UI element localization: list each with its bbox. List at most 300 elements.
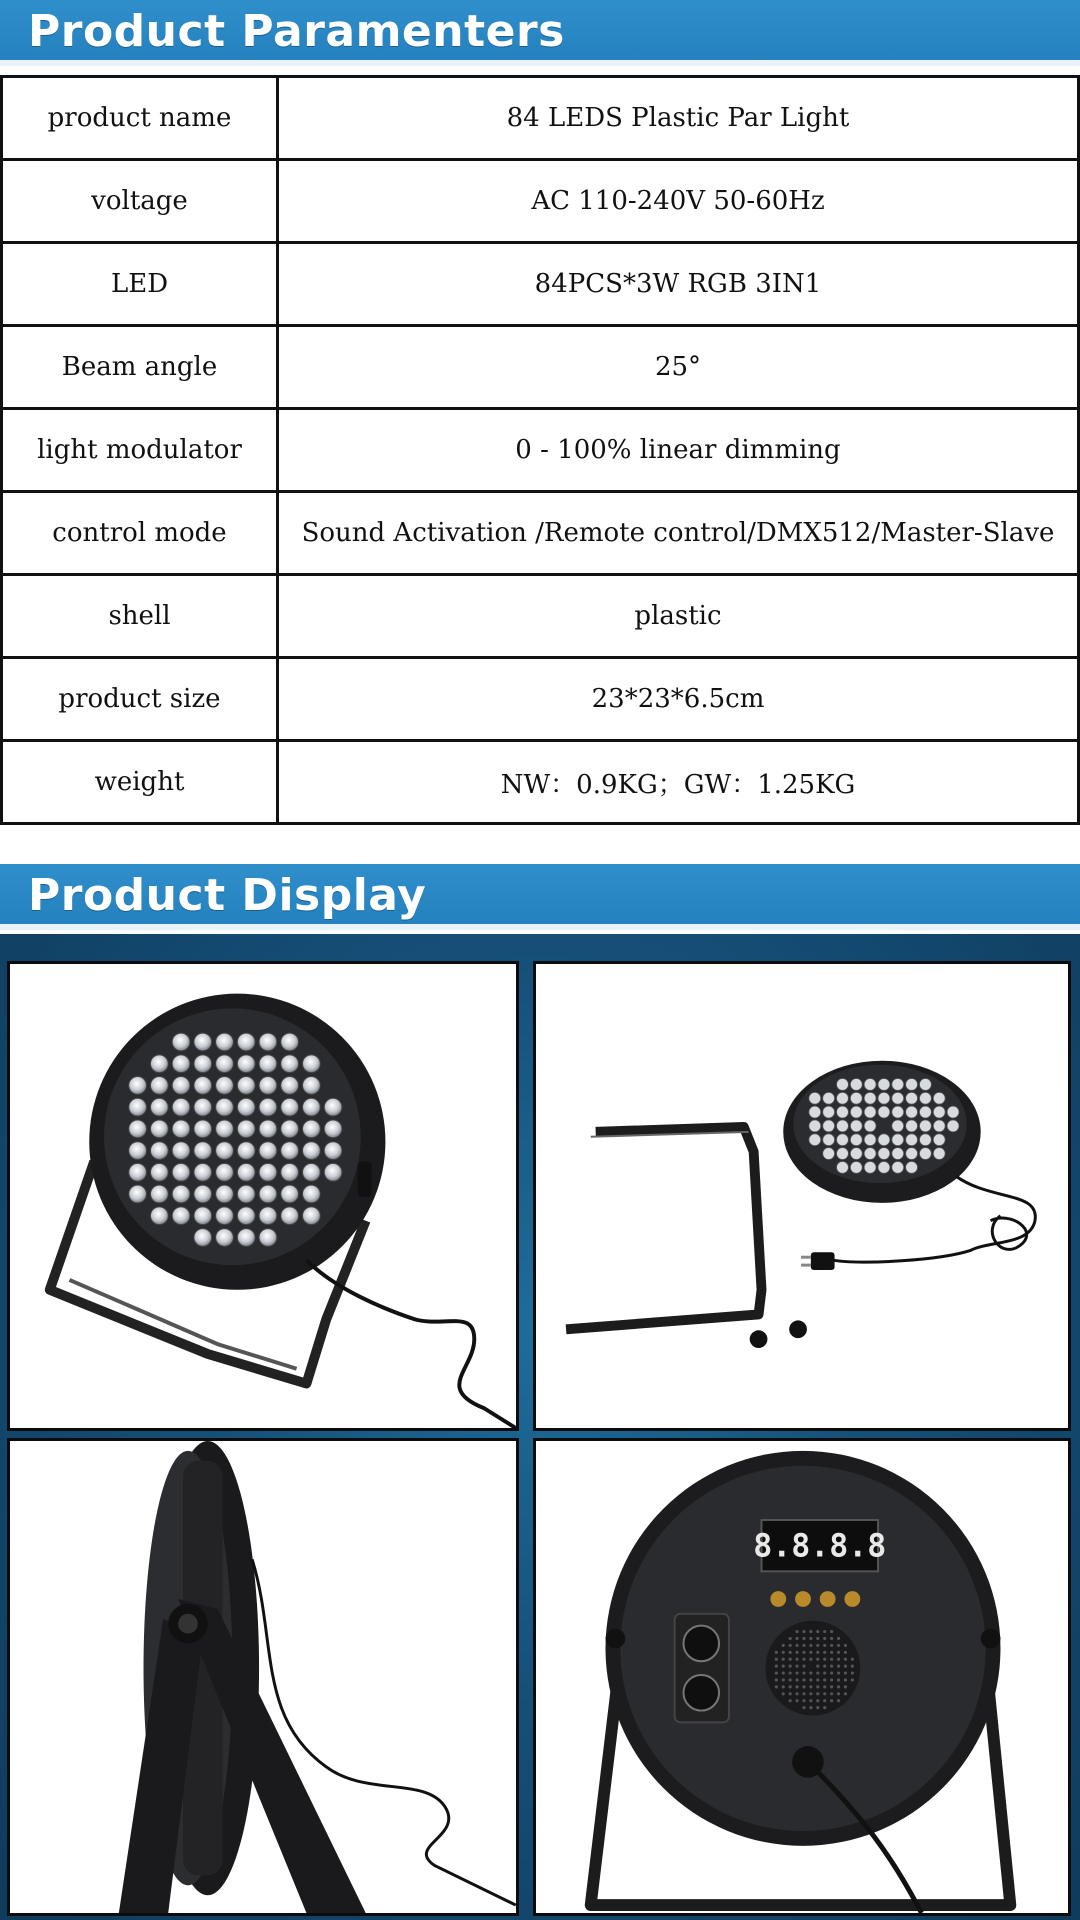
- led-dot: [302, 1098, 320, 1116]
- led-dot: [906, 1079, 918, 1091]
- photo-back-panel: [533, 1438, 1071, 1916]
- led-dot: [816, 1658, 819, 1661]
- param-value: NW：0.9KG；GW：1.25KG: [278, 741, 1079, 824]
- led-dot: [816, 1678, 819, 1681]
- led-dot: [782, 1658, 785, 1661]
- led-dot: [844, 1671, 847, 1674]
- led-dot: [933, 1148, 945, 1160]
- led-dot: [302, 1207, 320, 1225]
- led-dot: [216, 1120, 234, 1138]
- led-dot: [782, 1678, 785, 1681]
- led-dot: [850, 1148, 862, 1160]
- led-dot: [837, 1120, 849, 1132]
- led-dot: [795, 1658, 798, 1661]
- led-dot: [830, 1651, 833, 1654]
- led-dot: [237, 1185, 255, 1203]
- led-dot: [864, 1106, 876, 1118]
- led-dot: [259, 1163, 277, 1181]
- led-dot: [816, 1637, 819, 1640]
- led-dot: [823, 1106, 835, 1118]
- led-dot: [216, 1229, 234, 1247]
- led-dot: [892, 1092, 904, 1104]
- led-dot: [823, 1678, 826, 1681]
- led-dot: [789, 1678, 792, 1681]
- led-dot: [802, 1637, 805, 1640]
- led-dot: [919, 1120, 931, 1132]
- led-dot: [259, 1033, 277, 1051]
- table-row: [2, 658, 1079, 741]
- led-dot: [837, 1161, 849, 1173]
- led-dot: [259, 1077, 277, 1095]
- led-dot: [809, 1671, 812, 1674]
- led-dot: [864, 1079, 876, 1091]
- led-dot: [281, 1120, 299, 1138]
- led-dot: [850, 1161, 862, 1173]
- led-dot: [809, 1699, 812, 1702]
- led-dot: [281, 1077, 299, 1095]
- led-dot: [830, 1665, 833, 1668]
- led-dot: [194, 1098, 212, 1116]
- led-dot: [324, 1142, 342, 1160]
- led-dot: [947, 1106, 959, 1118]
- led-dot: [172, 1185, 190, 1203]
- led-dot: [216, 1033, 234, 1051]
- led-dot: [775, 1671, 778, 1674]
- param-key: product name: [2, 77, 278, 160]
- led-dot: [775, 1651, 778, 1654]
- param-value: 84 LEDS Plastic Par Light: [278, 77, 1079, 160]
- led-dot: [844, 1678, 847, 1681]
- led-dot: [837, 1637, 840, 1640]
- led-dot: [816, 1665, 819, 1668]
- led-dot: [830, 1658, 833, 1661]
- led-dot: [878, 1079, 890, 1091]
- led-dot: [302, 1185, 320, 1203]
- led-dot: [216, 1207, 234, 1225]
- led-dot: [194, 1055, 212, 1073]
- led-dot: [172, 1142, 190, 1160]
- led-dot: [823, 1685, 826, 1688]
- led-dot: [150, 1185, 168, 1203]
- led-dot: [837, 1665, 840, 1668]
- led-dot: [830, 1699, 833, 1702]
- led-dot: [919, 1148, 931, 1160]
- led-dot: [259, 1142, 277, 1160]
- led-dot: [933, 1120, 945, 1132]
- led-dot: [237, 1055, 255, 1073]
- led-dot: [216, 1077, 234, 1095]
- led-dot: [795, 1630, 798, 1633]
- led-dot: [789, 1637, 792, 1640]
- led-dot: [816, 1706, 819, 1709]
- led-dot: [194, 1077, 212, 1095]
- led-dot: [816, 1685, 819, 1688]
- led-dot: [823, 1671, 826, 1674]
- led-dot: [906, 1134, 918, 1146]
- led-dot: [775, 1685, 778, 1688]
- led-dot: [850, 1092, 862, 1104]
- led-dot: [789, 1692, 792, 1695]
- led-dot: [802, 1630, 805, 1633]
- led-dot: [809, 1658, 812, 1661]
- led-dot: [302, 1120, 320, 1138]
- led-dot: [851, 1665, 854, 1668]
- param-key: LED: [2, 243, 278, 326]
- led-dot: [281, 1142, 299, 1160]
- led-dot: [830, 1678, 833, 1681]
- table-row: [2, 77, 1079, 160]
- led-dot: [216, 1055, 234, 1073]
- led-dot: [809, 1106, 821, 1118]
- led-dot: [789, 1685, 792, 1688]
- led-dot: [850, 1106, 862, 1118]
- led-dot: [892, 1161, 904, 1173]
- led-dot: [864, 1134, 876, 1146]
- led-dot: [129, 1077, 147, 1095]
- led-dot: [324, 1098, 342, 1116]
- led-dot: [237, 1120, 255, 1138]
- led-dot: [259, 1120, 277, 1138]
- led-dot: [837, 1685, 840, 1688]
- led-dot: [850, 1134, 862, 1146]
- led-dot: [809, 1092, 821, 1104]
- table-row: [2, 243, 1079, 326]
- led-dot: [216, 1185, 234, 1203]
- led-dot: [795, 1651, 798, 1654]
- led-dot: [830, 1692, 833, 1695]
- led-dot: [302, 1142, 320, 1160]
- led-dot: [837, 1148, 849, 1160]
- led-dot: [775, 1658, 778, 1661]
- led-dot: [837, 1671, 840, 1674]
- led-dot: [837, 1079, 849, 1091]
- led-dot: [837, 1134, 849, 1146]
- led-dot: [259, 1229, 277, 1247]
- par-light-back-image: [536, 1441, 1068, 1913]
- led-dot: [789, 1658, 792, 1661]
- led-dot: [878, 1134, 890, 1146]
- led-dot: [906, 1148, 918, 1160]
- led-dot: [172, 1163, 190, 1181]
- led-dot: [830, 1637, 833, 1640]
- led-dot: [789, 1671, 792, 1674]
- led-dot: [809, 1678, 812, 1681]
- param-key: weight: [2, 741, 278, 824]
- led-display-text: 8.8.8.8: [753, 1528, 887, 1565]
- table-row: [2, 575, 1079, 658]
- led-dot: [802, 1658, 805, 1661]
- param-value: 84PCS*3W RGB 3IN1: [278, 243, 1079, 326]
- led-dot: [837, 1692, 840, 1695]
- led-dot: [324, 1163, 342, 1181]
- led-dot: [782, 1651, 785, 1654]
- led-dot: [129, 1098, 147, 1116]
- led-dot: [837, 1699, 840, 1702]
- led-dot: [933, 1134, 945, 1146]
- led-dot: [837, 1678, 840, 1681]
- led-dot: [823, 1630, 826, 1633]
- led-dot: [837, 1092, 849, 1104]
- led-dot: [281, 1098, 299, 1116]
- led-dot: [302, 1077, 320, 1095]
- parameters-table: [0, 75, 1080, 825]
- led-dot: [775, 1665, 778, 1668]
- led-dot: [237, 1207, 255, 1225]
- led-dot: [851, 1671, 854, 1674]
- led-dot: [194, 1185, 212, 1203]
- led-dot: [816, 1630, 819, 1633]
- led-dot: [823, 1665, 826, 1668]
- led-dot: [864, 1161, 876, 1173]
- led-dot: [150, 1163, 168, 1181]
- led-dot: [782, 1692, 785, 1695]
- led-dot: [281, 1055, 299, 1073]
- led-dot: [795, 1644, 798, 1647]
- led-dot: [809, 1706, 812, 1709]
- led-dot: [823, 1134, 835, 1146]
- led-dot: [837, 1651, 840, 1654]
- led-dot: [823, 1092, 835, 1104]
- led-dot: [844, 1651, 847, 1654]
- led-dot: [830, 1630, 833, 1633]
- led-dot: [823, 1637, 826, 1640]
- led-dot: [281, 1163, 299, 1181]
- led-dot: [809, 1120, 821, 1132]
- led-dot: [172, 1207, 190, 1225]
- led-dot: [823, 1692, 826, 1695]
- led-dot: [816, 1699, 819, 1702]
- led-dot: [823, 1699, 826, 1702]
- led-dot: [194, 1120, 212, 1138]
- led-dot: [919, 1134, 931, 1146]
- led-dot: [237, 1163, 255, 1181]
- led-dot: [816, 1692, 819, 1695]
- par-light-side-image: [10, 1441, 516, 1913]
- led-dot: [237, 1142, 255, 1160]
- led-dot: [789, 1699, 792, 1702]
- led-dot: [795, 1665, 798, 1668]
- display-title: Product Display: [28, 870, 427, 921]
- led-dot: [259, 1098, 277, 1116]
- led-dot: [802, 1651, 805, 1654]
- led-dot: [837, 1658, 840, 1661]
- led-dot: [802, 1692, 805, 1695]
- led-dot: [194, 1163, 212, 1181]
- led-dot: [172, 1077, 190, 1095]
- led-dot: [795, 1692, 798, 1695]
- led-dot: [809, 1685, 812, 1688]
- led-dot: [878, 1148, 890, 1160]
- led-dot: [809, 1644, 812, 1647]
- table-row: [2, 492, 1079, 575]
- led-dot: [850, 1079, 862, 1091]
- led-dot: [844, 1658, 847, 1661]
- led-dot: [844, 1665, 847, 1668]
- param-key: shell: [2, 575, 278, 658]
- led-dot: [237, 1098, 255, 1116]
- led-dot: [795, 1685, 798, 1688]
- led-dot: [795, 1671, 798, 1674]
- photo-side-view: [7, 1438, 519, 1916]
- led-dot: [878, 1092, 890, 1104]
- led-dot: [150, 1098, 168, 1116]
- led-dot: [809, 1692, 812, 1695]
- param-value: plastic: [278, 575, 1079, 658]
- table-row: [2, 326, 1079, 409]
- led-dot: [933, 1106, 945, 1118]
- led-dot: [933, 1092, 945, 1104]
- led-dot: [302, 1055, 320, 1073]
- photo-front-view: [7, 961, 519, 1431]
- led-dot: [878, 1161, 890, 1173]
- led-dot: [823, 1706, 826, 1709]
- led-dot: [237, 1229, 255, 1247]
- led-dot: [823, 1120, 835, 1132]
- led-dot: [194, 1207, 212, 1225]
- parameters-title: Product Paramenters: [28, 6, 565, 57]
- led-dot: [823, 1651, 826, 1654]
- led-dot: [906, 1106, 918, 1118]
- led-dot: [919, 1092, 931, 1104]
- led-dot: [851, 1678, 854, 1681]
- led-dot: [864, 1092, 876, 1104]
- led-dot: [906, 1161, 918, 1173]
- led-dot: [892, 1134, 904, 1146]
- led-dot: [809, 1651, 812, 1654]
- led-dot: [906, 1092, 918, 1104]
- param-key: Beam angle: [2, 326, 278, 409]
- led-dot: [216, 1142, 234, 1160]
- led-dot: [795, 1678, 798, 1681]
- led-dot: [237, 1077, 255, 1095]
- led-dot: [324, 1120, 342, 1138]
- led-dot: [802, 1685, 805, 1688]
- product-display-area: [0, 934, 1080, 1920]
- led-dot: [129, 1163, 147, 1181]
- table-row: [2, 741, 1079, 824]
- led-dot: [809, 1637, 812, 1640]
- led-dot: [150, 1142, 168, 1160]
- led-dot: [789, 1651, 792, 1654]
- led-dot: [844, 1685, 847, 1688]
- led-dot: [878, 1106, 890, 1118]
- led-dot: [816, 1651, 819, 1654]
- led-dot: [795, 1637, 798, 1640]
- led-dot: [216, 1163, 234, 1181]
- led-dot: [194, 1229, 212, 1247]
- led-dot: [281, 1207, 299, 1225]
- led-dot: [906, 1120, 918, 1132]
- led-dot: [237, 1033, 255, 1051]
- led-dot: [844, 1644, 847, 1647]
- led-dot: [816, 1671, 819, 1674]
- led-dot: [837, 1644, 840, 1647]
- led-dot: [830, 1671, 833, 1674]
- param-value: 25°: [278, 326, 1079, 409]
- led-dot: [789, 1644, 792, 1647]
- led-dot: [823, 1148, 835, 1160]
- led-dot: [802, 1644, 805, 1647]
- display-banner: [0, 864, 1080, 930]
- led-dot: [259, 1055, 277, 1073]
- led-dot: [775, 1678, 778, 1681]
- par-light-front-image: [10, 964, 516, 1428]
- led-dot: [782, 1665, 785, 1668]
- led-dot: [302, 1163, 320, 1181]
- led-dot: [172, 1120, 190, 1138]
- led-dot: [789, 1665, 792, 1668]
- led-dot: [259, 1207, 277, 1225]
- table-row: [2, 409, 1079, 492]
- led-dot: [830, 1644, 833, 1647]
- led-dot: [194, 1142, 212, 1160]
- led-dot: [259, 1185, 277, 1203]
- led-dot: [851, 1658, 854, 1661]
- led-dot: [782, 1671, 785, 1674]
- led-dot: [864, 1120, 876, 1132]
- param-key: light modulator: [2, 409, 278, 492]
- led-dot: [782, 1685, 785, 1688]
- led-dot: [844, 1692, 847, 1695]
- led-dot: [216, 1098, 234, 1116]
- led-dot: [919, 1079, 931, 1091]
- led-dot: [150, 1077, 168, 1095]
- led-dot: [823, 1644, 826, 1647]
- led-dot: [129, 1185, 147, 1203]
- param-value: AC 110-240V 50-60Hz: [278, 160, 1079, 243]
- led-dot: [782, 1644, 785, 1647]
- led-dot: [172, 1098, 190, 1116]
- led-dot: [172, 1033, 190, 1051]
- led-dot: [129, 1142, 147, 1160]
- led-dot: [837, 1106, 849, 1118]
- parameters-banner: [0, 0, 1080, 66]
- led-dot: [802, 1706, 805, 1709]
- led-dot: [172, 1055, 190, 1073]
- led-dot: [864, 1148, 876, 1160]
- led-dot: [809, 1134, 821, 1146]
- led-dot: [892, 1079, 904, 1091]
- led-dot: [802, 1665, 805, 1668]
- led-dot: [892, 1106, 904, 1118]
- led-dot: [802, 1671, 805, 1674]
- par-light-parts-image: [536, 964, 1068, 1428]
- param-key: product size: [2, 658, 278, 741]
- led-dot: [802, 1678, 805, 1681]
- led-dot: [802, 1699, 805, 1702]
- led-dot: [150, 1120, 168, 1138]
- param-key: control mode: [2, 492, 278, 575]
- led-dot: [850, 1120, 862, 1132]
- led-dot: [281, 1033, 299, 1051]
- led-dot: [823, 1658, 826, 1661]
- led-dot: [816, 1644, 819, 1647]
- param-value: Sound Activation /Remote control/DMX512/Master-Slave: [278, 492, 1079, 575]
- led-dot: [919, 1106, 931, 1118]
- photo-disassembled-parts: [533, 961, 1071, 1431]
- led-dot: [892, 1148, 904, 1160]
- led-dot: [947, 1120, 959, 1132]
- led-dot: [129, 1120, 147, 1138]
- led-dot: [830, 1685, 833, 1688]
- led-dot: [795, 1699, 798, 1702]
- led-dot: [809, 1630, 812, 1633]
- led-dot: [194, 1033, 212, 1051]
- param-value: 23*23*6.5cm: [278, 658, 1079, 741]
- led-dot: [281, 1185, 299, 1203]
- param-key: voltage: [2, 160, 278, 243]
- led-dot: [892, 1120, 904, 1132]
